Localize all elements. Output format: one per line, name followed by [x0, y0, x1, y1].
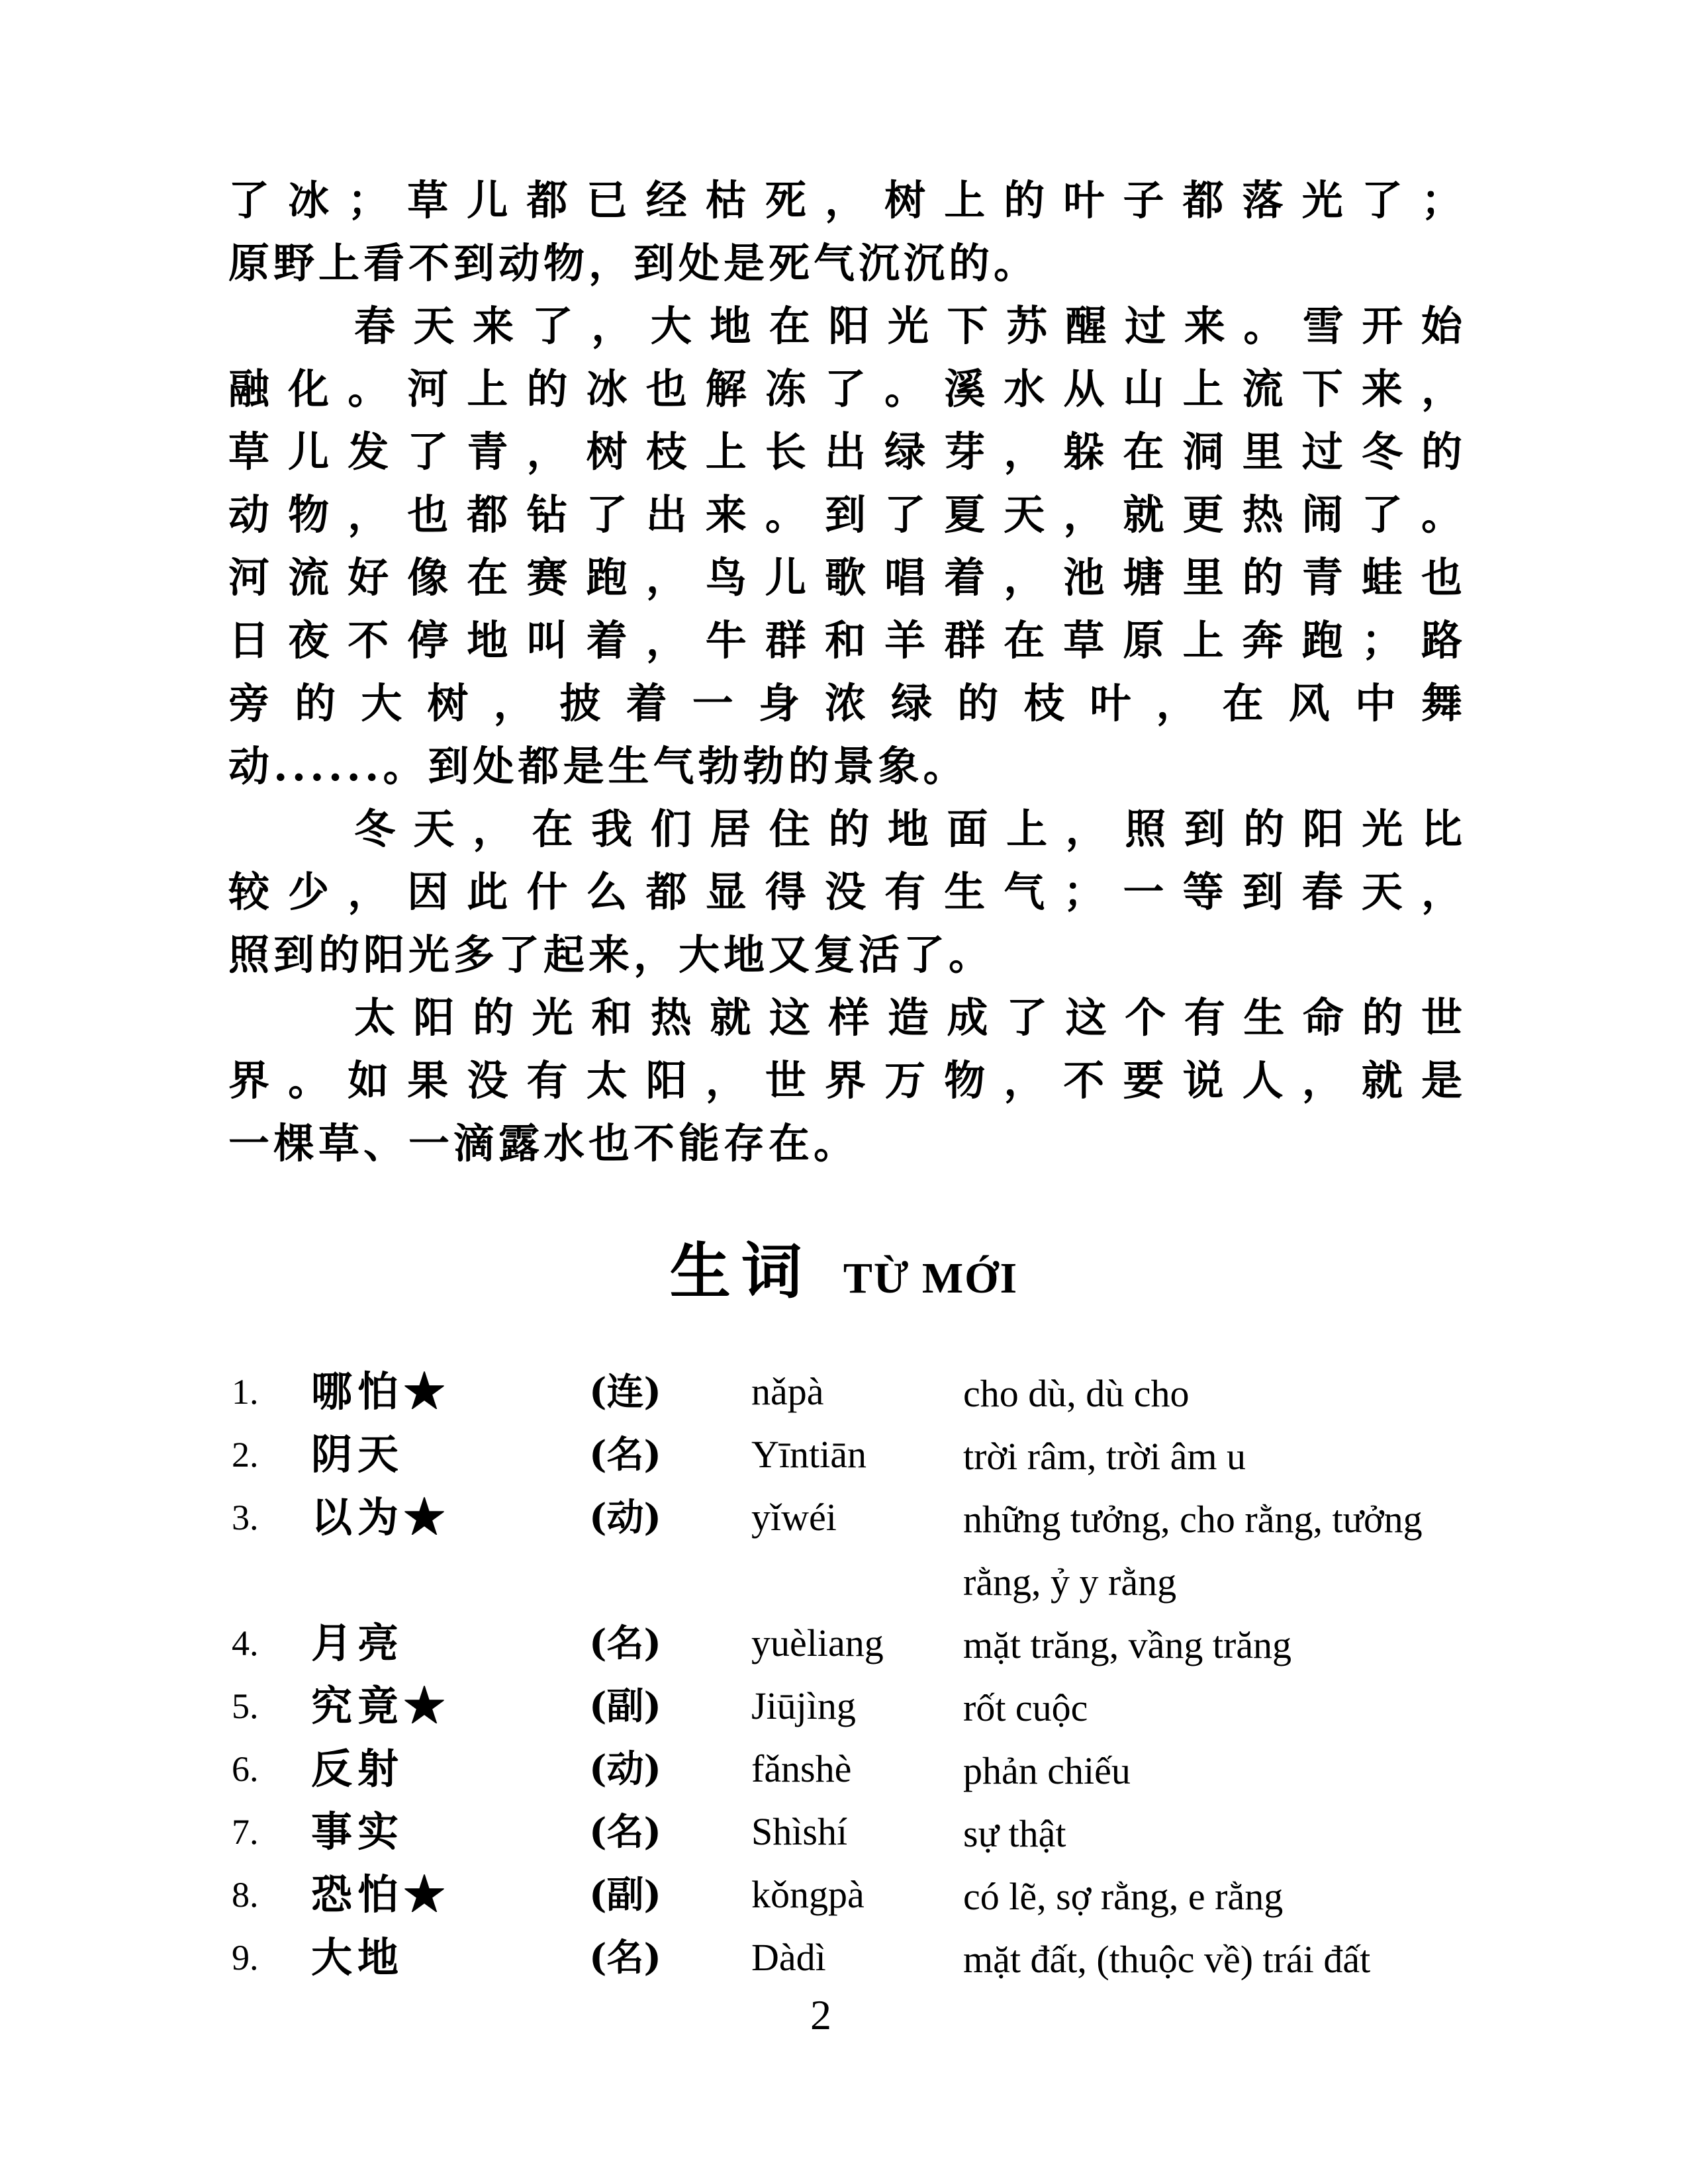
vocab-row-number: 7.: [232, 1812, 259, 1852]
vocab-heading: [0, 1236, 1688, 1307]
vocab-pinyin: kǒngpà: [751, 1873, 865, 1916]
body-line: 一棵草、一滴露水也不能存在。: [228, 1119, 859, 1167]
vocab-pinyin: yuèliang: [751, 1621, 884, 1664]
body-line: 动......。到处都是生气勃勃的景象。: [228, 742, 968, 790]
vocab-row-number: 3.: [232, 1498, 259, 1537]
vocab-part-of-speech: (名): [589, 1433, 661, 1477]
page-number: 2: [810, 1991, 831, 2038]
body-line: 界。如果没有太阳，世界万物，不要说人，就是: [228, 1056, 1465, 1105]
body-line: 太阳的光和热就这样造成了这个有生命的世: [354, 993, 1465, 1042]
vocab-pinyin: Shìshí: [751, 1810, 848, 1853]
vocab-pinyin: nǎpà: [751, 1370, 824, 1413]
vocab-row: [232, 1739, 1476, 1802]
vocab-part-of-speech: (副): [589, 1684, 661, 1728]
vocab-heading-vietnamese: TỪ MỚI: [843, 1254, 1019, 1302]
vocab-pinyin: Jiūjìng: [751, 1684, 856, 1727]
vocab-row: [232, 1362, 1476, 1425]
body-line: 旁的大树，披着一身浓绿的枝叶，在风中舞: [228, 679, 1465, 727]
vocab-meaning-vietnamese: rốt cuộc: [963, 1686, 1088, 1729]
vocab-meaning-vietnamese: cho dù, dù cho: [963, 1372, 1190, 1415]
vocab-word-chinese: 以为★: [311, 1493, 451, 1541]
body-line: 较少，因此什么都显得没有生气；一等到春天，: [228, 868, 1465, 916]
vocab-row: [232, 1614, 1476, 1676]
vocab-row: [232, 1488, 1476, 1614]
vocab-part-of-speech: (名): [589, 1621, 661, 1665]
body-line: 河流好像在赛跑，鸟儿歌唱着，池塘里的青蛙也: [228, 553, 1465, 602]
vocab-row-number: 8.: [232, 1875, 259, 1915]
vocab-row-number: 5.: [232, 1686, 259, 1726]
body-line: 原野上看不到动物，到处是死气沉沉的。: [228, 239, 1039, 287]
vocab-word-chinese: 究竟★: [311, 1682, 451, 1730]
vocab-pinyin: fǎnshè: [751, 1747, 852, 1790]
body-line: 草儿发了青，树枝上长出绿芽，躲在洞里过冬的: [228, 428, 1465, 476]
vocab-meaning-vietnamese: phản chiếu: [963, 1749, 1131, 1792]
body-line: 日夜不停地叫着，牛群和羊群在草原上奔跑；路: [228, 616, 1465, 664]
vocab-word-chinese: 月亮: [311, 1619, 404, 1667]
vocab-heading-chinese: 生词: [669, 1236, 813, 1307]
vocab-row-number: 2.: [232, 1435, 259, 1475]
vocab-word-chinese: 阴天: [311, 1430, 404, 1479]
vocab-part-of-speech: (动): [589, 1747, 661, 1791]
vocab-word-chinese: 事实: [311, 1807, 404, 1856]
vocab-meaning-vietnamese: mặt đất, (thuộc về) trái đất: [963, 1938, 1371, 1981]
vocab-word-chinese: 恐怕★: [311, 1870, 451, 1919]
vocab-part-of-speech: (名): [589, 1936, 661, 1979]
vocab-row: [232, 1676, 1476, 1739]
vocab-row: [232, 1928, 1476, 1991]
vocab-meaning-vietnamese: sự thật: [963, 1812, 1066, 1855]
vocab-part-of-speech: (副): [589, 1873, 661, 1917]
vocab-row-number: 6.: [232, 1749, 259, 1789]
body-line: 动物，也都钻了出来。到了夏天，就更热闹了。: [228, 490, 1465, 539]
vocab-row: [232, 1425, 1476, 1488]
vocab-part-of-speech: (动): [589, 1496, 661, 1539]
vocab-pinyin: Dàdì: [751, 1936, 826, 1979]
body-line: 冬天，在我们居住的地面上，照到的阳光比: [354, 805, 1465, 853]
vocab-meaning-vietnamese: những tưởng, cho rằng, tưởng rằng, ỷ y rằng: [963, 1498, 1423, 1604]
vocab-row: [232, 1865, 1476, 1928]
vocab-meaning-vietnamese: mặt trăng, vầng trăng: [963, 1623, 1292, 1666]
vocab-part-of-speech: (名): [589, 1810, 661, 1854]
body-line: 融化。河上的冰也解冻了。溪水从山上流下来，: [228, 365, 1465, 413]
vocab-pinyin: yǐwéi: [751, 1496, 837, 1539]
vocab-word-chinese: 大地: [311, 1933, 404, 1981]
body-line: 春天来了，大地在阳光下苏醒过来。雪开始: [354, 302, 1465, 350]
body-line: 照到的阳光多了起来，大地又复活了。: [228, 931, 994, 979]
vocab-row-number: 9.: [232, 1938, 259, 1978]
vocab-meaning-vietnamese: trời râm, trời âm u: [963, 1435, 1246, 1478]
vocab-word-chinese: 哪怕★: [311, 1367, 451, 1416]
body-line: 了冰；草儿都已经枯死，树上的叶子都落光了；: [228, 176, 1465, 224]
vocab-part-of-speech: (连): [589, 1370, 661, 1414]
vocab-row: [232, 1802, 1476, 1865]
vocab-list: [232, 1362, 1476, 1991]
vocab-word-chinese: 反射: [311, 1745, 404, 1793]
body-text: [228, 169, 1465, 1175]
vocab-meaning-vietnamese: có lẽ, sợ rằng, e rằng: [963, 1875, 1284, 1918]
vocab-pinyin: Yīntiān: [751, 1433, 867, 1476]
vocab-row-number: 4.: [232, 1623, 259, 1663]
vocab-row-number: 1.: [232, 1372, 259, 1412]
